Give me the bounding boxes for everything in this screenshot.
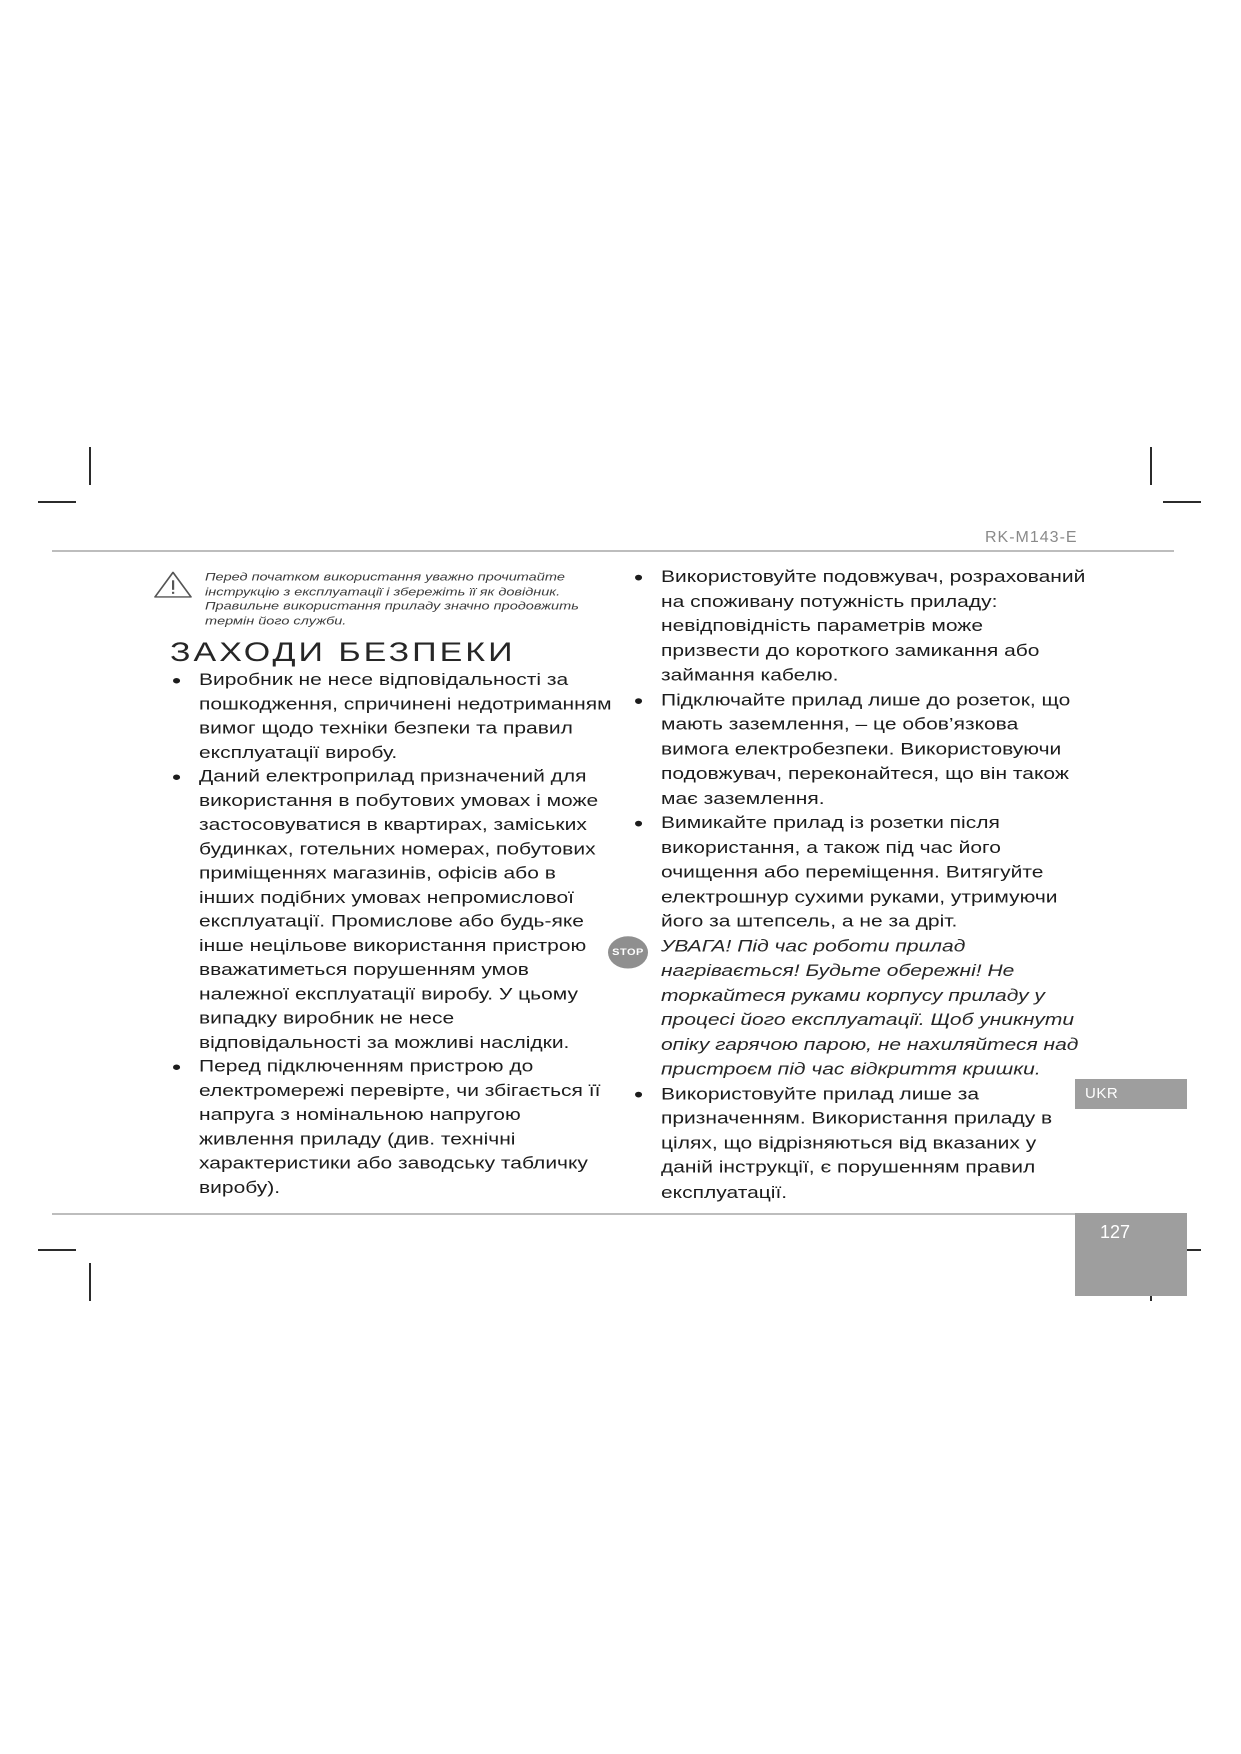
- bullet-icon: •: [172, 764, 182, 789]
- list-item: [632, 811, 1087, 934]
- warning-note: [170, 570, 617, 629]
- bullet-icon: •: [634, 1081, 644, 1107]
- warning-triangle-icon: [152, 570, 194, 600]
- list-item-text: Вимикайте прилад із розетки після використання, а також під час його очищення або переміщення. Витягуйте електрошнур сухими руками, утримуючи його за штепсель, а не за дріт.: [661, 813, 1058, 931]
- crop-mark: [38, 1249, 76, 1251]
- bullet-icon: •: [634, 811, 644, 836]
- bullet-icon: •: [634, 565, 644, 590]
- page-number: 127: [1075, 1213, 1187, 1296]
- bullet-icon: •: [172, 668, 182, 693]
- right-bullet-list: [632, 565, 1087, 934]
- right-column: [612, 565, 1087, 1205]
- list-item-text: Використовуйте прилад лише за призначенням. Використання приладу в цілях, що відрізняються від вказаних у даній інструкції, є порушенням правил експлуатації.: [661, 1084, 1053, 1202]
- list-item-text: Даний електроприлад призначений для використання в побутових умовах і може застосовуватися в квартирах, заміських будинках, готельних номерах, побутових приміщеннях магазинів, офісів або в інших подібних умовах непромислової експлуатації. Промислове або будь-яке інше нецільове використання пристрою вважатиметься порушенням умов належної експлуатації виробу. У цьому випадку виробник не несе відповідальності за можливі наслідки.: [199, 767, 599, 1052]
- crop-mark: [89, 447, 91, 485]
- left-bullet-list: [170, 668, 617, 1200]
- footer-rule: [52, 1213, 1174, 1215]
- list-item-text: Використовуйте подовжувач, розрахований на споживану потужність приладу: невідповідність параметрів може призвести до короткого замикання або займання кабелю.: [661, 567, 1086, 685]
- list-item: [170, 668, 617, 765]
- list-item-text: Перед підключенням пристрою до електромережі перевірте, чи збігається її напруга з номінальною напругою живлення приладу (див. технічні характеристики або заводську табличку виробу).: [199, 1057, 601, 1197]
- list-item: [632, 1082, 1087, 1205]
- model-number: RK-M143-E: [985, 529, 1078, 546]
- list-item-text: Підключайте прилад лише до розеток, що мають заземлення, – це обов’язкова вимога електробезпеки. Використовуючи подовжувач, переконайтеся, що він також має заземлення.: [661, 690, 1071, 808]
- bullet-icon: •: [634, 688, 644, 713]
- right-bullet-list-end: [632, 1082, 1087, 1205]
- section-title: ЗАХОДИ БЕЗПЕКИ: [170, 637, 516, 668]
- stop-icon: STOP: [608, 936, 648, 968]
- crop-mark: [1150, 447, 1152, 485]
- crop-mark: [1163, 501, 1201, 503]
- header-rule: [52, 550, 1174, 552]
- left-column: [170, 570, 617, 1200]
- crop-mark: [38, 501, 76, 503]
- crop-mark: [89, 1263, 91, 1301]
- list-item-text: Виробник не несе відповідальності за пошкодження, спричинені недотриманням вимог щодо техніки безпеки та правил експлуатації виробу.: [199, 670, 612, 762]
- list-item: [632, 688, 1087, 811]
- bullet-icon: •: [172, 1055, 182, 1079]
- caution-text: УВАГА! Під час роботи прилад нагрівається! Будьте обережні! Не торкайтеся руками корпусу приладу у процесі його експлуатації. Щоб уникнути опіку гарячою парою, не нахиляйтеся над пристроєм під час відкриття кришки.: [661, 936, 1079, 1079]
- list-item: [632, 565, 1087, 688]
- warning-note-text: Перед початком використання уважно прочитайте інструкцію з експлуатації і збережіть її як довідник. Правильне використання приладу значно продовжить термін його служби.: [205, 570, 579, 628]
- caution-note: [612, 934, 1087, 1082]
- language-tab: UKR: [1075, 1079, 1187, 1109]
- list-item: [170, 765, 617, 1055]
- list-item: [170, 1055, 617, 1200]
